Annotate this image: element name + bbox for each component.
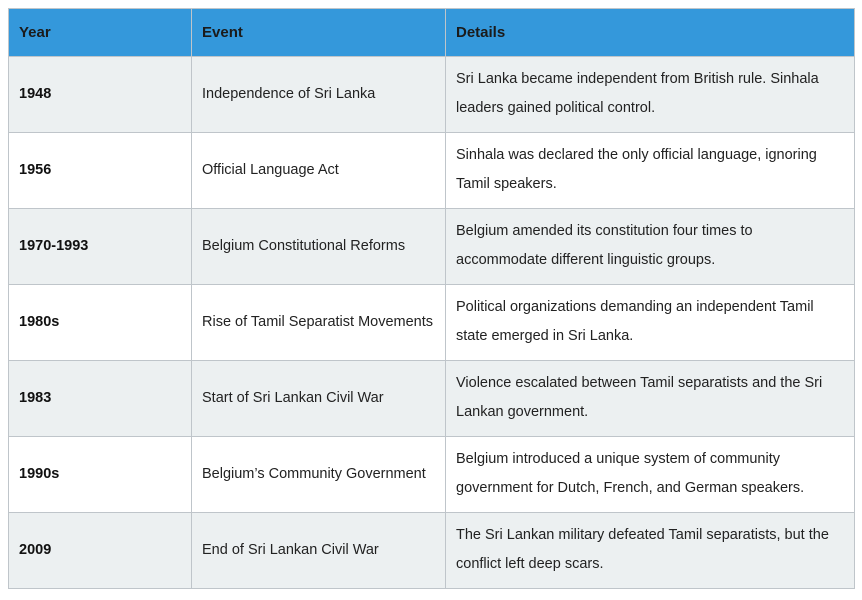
- event-cell: Rise of Tamil Separatist Movements: [192, 285, 446, 361]
- year-cell: 1956: [9, 133, 192, 209]
- table-row: [9, 513, 855, 589]
- table-row: [9, 57, 855, 133]
- header-row: [9, 9, 855, 57]
- header-details: Details: [446, 9, 855, 57]
- event-cell: Belgium’s Community Government: [192, 437, 446, 513]
- event-cell: End of Sri Lankan Civil War: [192, 513, 446, 589]
- event-cell: Official Language Act: [192, 133, 446, 209]
- year-cell: 1970-1993: [9, 209, 192, 285]
- details-cell: The Sri Lankan military defeated Tamil separatists, but the conflict left deep scars.: [446, 513, 855, 589]
- details-cell: Sinhala was declared the only official language, ignoring Tamil speakers.: [446, 133, 855, 209]
- event-cell: Independence of Sri Lanka: [192, 57, 446, 133]
- table-row: [9, 361, 855, 437]
- table-row: [9, 285, 855, 361]
- year-cell: 1983: [9, 361, 192, 437]
- timeline-table-container: [8, 8, 854, 589]
- timeline-table: [8, 8, 855, 589]
- year-cell: 1948: [9, 57, 192, 133]
- event-cell: Start of Sri Lankan Civil War: [192, 361, 446, 437]
- year-cell: 2009: [9, 513, 192, 589]
- table-row: [9, 133, 855, 209]
- table-row: [9, 437, 855, 513]
- header-year: Year: [9, 9, 192, 57]
- event-cell: Belgium Constitutional Reforms: [192, 209, 446, 285]
- table-row: [9, 209, 855, 285]
- year-cell: 1980s: [9, 285, 192, 361]
- details-cell: Political organizations demanding an independent Tamil state emerged in Sri Lanka.: [446, 285, 855, 361]
- year-cell: 1990s: [9, 437, 192, 513]
- header-event: Event: [192, 9, 446, 57]
- table-body: [9, 57, 855, 589]
- details-cell: Belgium amended its constitution four times to accommodate different linguistic groups.: [446, 209, 855, 285]
- details-cell: Sri Lanka became independent from British rule. Sinhala leaders gained political control.: [446, 57, 855, 133]
- details-cell: Belgium introduced a unique system of community government for Dutch, French, and German speakers.: [446, 437, 855, 513]
- details-cell: Violence escalated between Tamil separatists and the Sri Lankan government.: [446, 361, 855, 437]
- table-header: [9, 9, 855, 57]
